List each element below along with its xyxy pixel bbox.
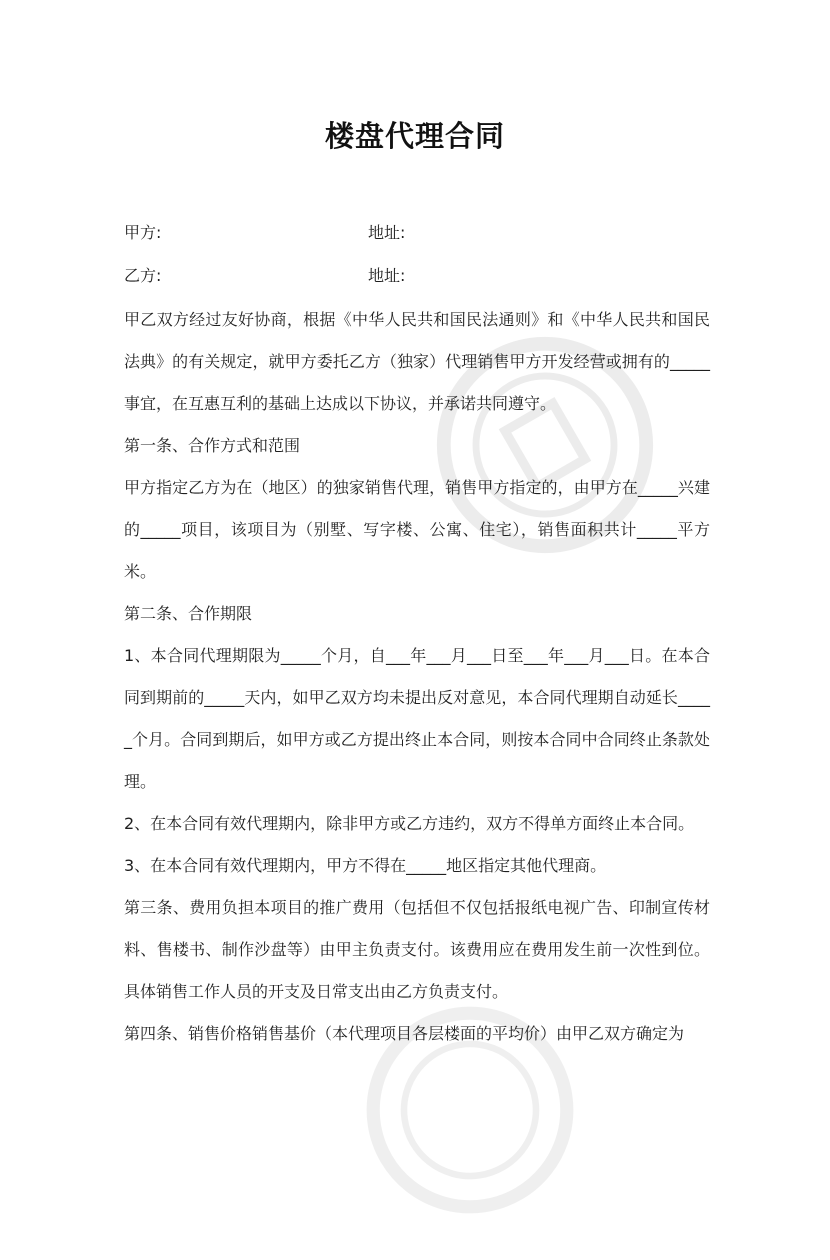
party-b-row [124,264,724,288]
party-b-label: 乙方: [124,266,162,285]
party-b-address-label: 地址: [368,266,406,285]
article-paragraph: 3、在本合同有效代理期内，甲方不得在_____地区指定其他代理商。 [124,856,607,875]
article-paragraph: 甲方指定乙方为在（地区）的独家销售代理，销售甲方指定的，由甲方在_____兴建的_____项目，该项目为（别墅、写字楼、公寓、住宅），销售面积共计_____平方米。 [124,478,710,581]
party-a-address-label: 地址: [368,223,406,242]
article-paragraph: 1、本合同代理期限为_____个月，自___年___月___日至___年___月___日。在本合同到期前的_____天内，如甲乙双方均未提出反对意见，本合同代理期自动延长_____个月。合同到期后，如甲方或乙方提出终止本合同，则按本合同中合同终止条款处理。 [124,646,710,791]
contract-body [124,299,710,1055]
article-paragraph: 第三条、费用负担本项目的推广费用（包括但不仅包括报纸电视广告、印制宣传材料、售楼书、制作沙盘等）由甲主负责支付。该费用应在费用发生前一次性到位。具体销售工作人员的开支及日常支出由乙方负责支付。 [124,898,710,1001]
article-paragraph: 第四条、销售价格销售基价（本代理项目各层楼面的平均价）由甲乙双方确定为 [124,1024,685,1043]
party-a-row [124,221,724,245]
preamble-paragraph: 甲乙双方经过友好协商，根据《中华人民共和国民法通则》和《中华人民共和国民法典》的有关规定，就甲方委托乙方（独家）代理销售甲方开发经营或拥有的_____事宜，在互惠互利的基础上达成以下协议，并承诺共同遵守。 [124,310,710,413]
party-a-label: 甲方: [124,223,162,242]
article-paragraph: 2、在本合同有效代理期内，除非甲方或乙方违约，双方不得单方面终止本合同。 [124,814,695,833]
document-title: 楼盘代理合同 [324,119,505,153]
article-heading: 第二条、合作期限 [124,604,253,623]
article-heading: 第一条、合作方式和范围 [124,436,301,455]
